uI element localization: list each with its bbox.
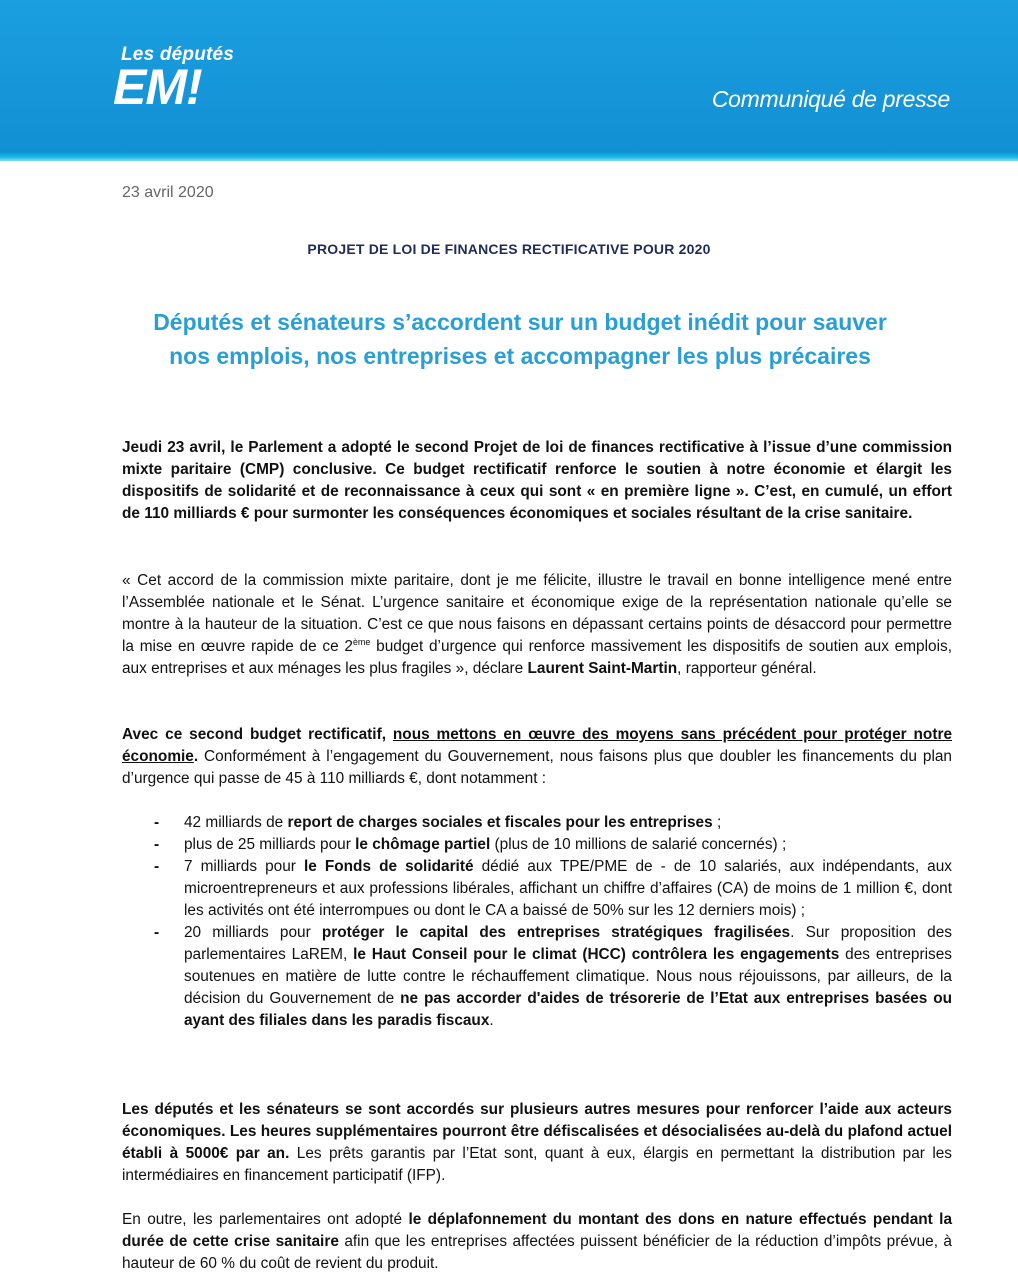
logo-line1: Les députés	[121, 44, 235, 65]
donations-text-a: En outre, les parlementaires ont adopté	[122, 1211, 409, 1228]
measures-lead: Avec ce second budget rectificatif,	[122, 726, 393, 743]
kicker-title: PROJET DE LOI DE FINANCES RECTIFICATIVE POUR 2020	[307, 241, 711, 257]
intro-paragraph	[122, 437, 952, 525]
quote-speaker: Laurent Saint-Martin	[527, 660, 678, 677]
measures-emphasis: nous mettons en œuvre des moyens sans précédent pour protéger notre économie	[122, 726, 952, 765]
quote-paragraph	[122, 570, 952, 680]
quote-superscript: ème	[352, 636, 371, 647]
document-type: Communiqué de presse	[711, 86, 950, 112]
list-item: - 42 milliards de report de charges sociales et fiscales pour les entreprises ;	[122, 812, 952, 834]
donations-text-c: afin que les entreprises affectées puissent bénéficier de la réduction d’impôts prévue, à hauteur de 60 % du coût de revient du produit.	[122, 1233, 952, 1272]
headline: Députés et sénateurs s’accordent sur un budget inédit pour sauver nos emplois, nos entreprises et accompagner les plus précaires	[153, 309, 887, 369]
press-date: 23 avril 2020	[122, 184, 214, 201]
donations-text-b: le déplafonnement du montant des dons en nature effectués pendant la durée de cette crise sanitaire	[122, 1211, 953, 1250]
measures-list	[122, 812, 952, 1032]
measures-paragraph	[122, 724, 952, 790]
other-measures-paragraph	[122, 1099, 952, 1187]
measures-dot: .	[193, 748, 199, 765]
list-item: - plus de 25 milliards pour le chômage partiel (plus de 10 millions de salarié concernés) ;	[122, 834, 952, 856]
list-item: - 7 milliards pour le Fonds de solidarité dédié aux TPE/PME de - de 10 salariés, aux indépendants, aux microentrepreneurs et aux professions libérales, affichant un chiffre d’affaires (CA) de moins de 1 million €, dont les activités ont été interrompues ou dont le CA a baissé de 50% sur les 12 derniers mois) ;	[122, 856, 952, 922]
logo-line2: EM!	[113, 59, 202, 115]
list-item: - 20 milliards pour protéger le capital des entreprises stratégiques fragilisées. Sur proposition des parlementaires LaREM, le Haut Conseil pour le climat (HCC) contrôlera les engagements des entreprises soutenues en matière de lutte contre le réchauffement climatique. Nous nous réjouissons, par ailleurs, de la décision du Gouvernement de ne pas accorder d'aides de trésorerie de l’Etat aux entreprises basées ou ayant des filiales dans les paradis fiscaux.	[122, 922, 952, 1032]
other-measures-rest: Les prêts garantis par l’Etat sont, quant à eux, élargis en permettant la distribution par les intermédiaires en financement participatif (IFP).	[122, 1145, 952, 1184]
quote-part1: « Cet accord de la commission mixte paritaire, dont je me félicite, illustre le travail en bonne intelligence mené entre l’Assemblée nationale et le Sénat. L’urgence sanitaire et économique exige de la représentation nationale qu’elle se montre à la hauteur de la situation. C’est ce que nous faisons en dépassant certains points de désaccord pour permettre la mise en œuvre rapide de ce 2	[122, 572, 952, 655]
other-measures-bold: Les députés et les sénateurs se sont accordés sur plusieurs autres mesures pour renforcer l’aide aux acteurs économiques. Les heures supplémentaires pourront être défiscalisées et désocialisées au-delà du plafond actuel établi à 5000€ par an.	[122, 1101, 952, 1162]
intro-text: Jeudi 23 avril, le Parlement a adopté le second Projet de loi de finances rectificative à l’issue d’une commission mixte paritaire (CMP) conclusive. Ce budget rectificatif renforce le soutien à notre économie et élargit les dispositifs de solidarité et de reconnaissance à ceux qui sont « en première ligne ». C’est, en cumulé, un effort de 110 milliards € pour surmonter les conséquences économiques et sociales résultant de la crise sanitaire.	[122, 439, 952, 522]
quote-part3: , rapporteur général.	[677, 660, 817, 677]
donations-paragraph	[122, 1209, 952, 1275]
measures-rest: Conformément à l’engagement du Gouvernement, nous faisons plus que doubler les financements du plan d’urgence qui passe de 45 à 110 milliards €, dont notamment :	[122, 748, 952, 787]
header-divider	[0, 152, 1018, 161]
quote-part2: budget d’urgence qui renforce massivement les dispositifs de soutien aux emplois, aux entreprises et aux ménages les plus fragiles », déclare	[122, 638, 952, 677]
